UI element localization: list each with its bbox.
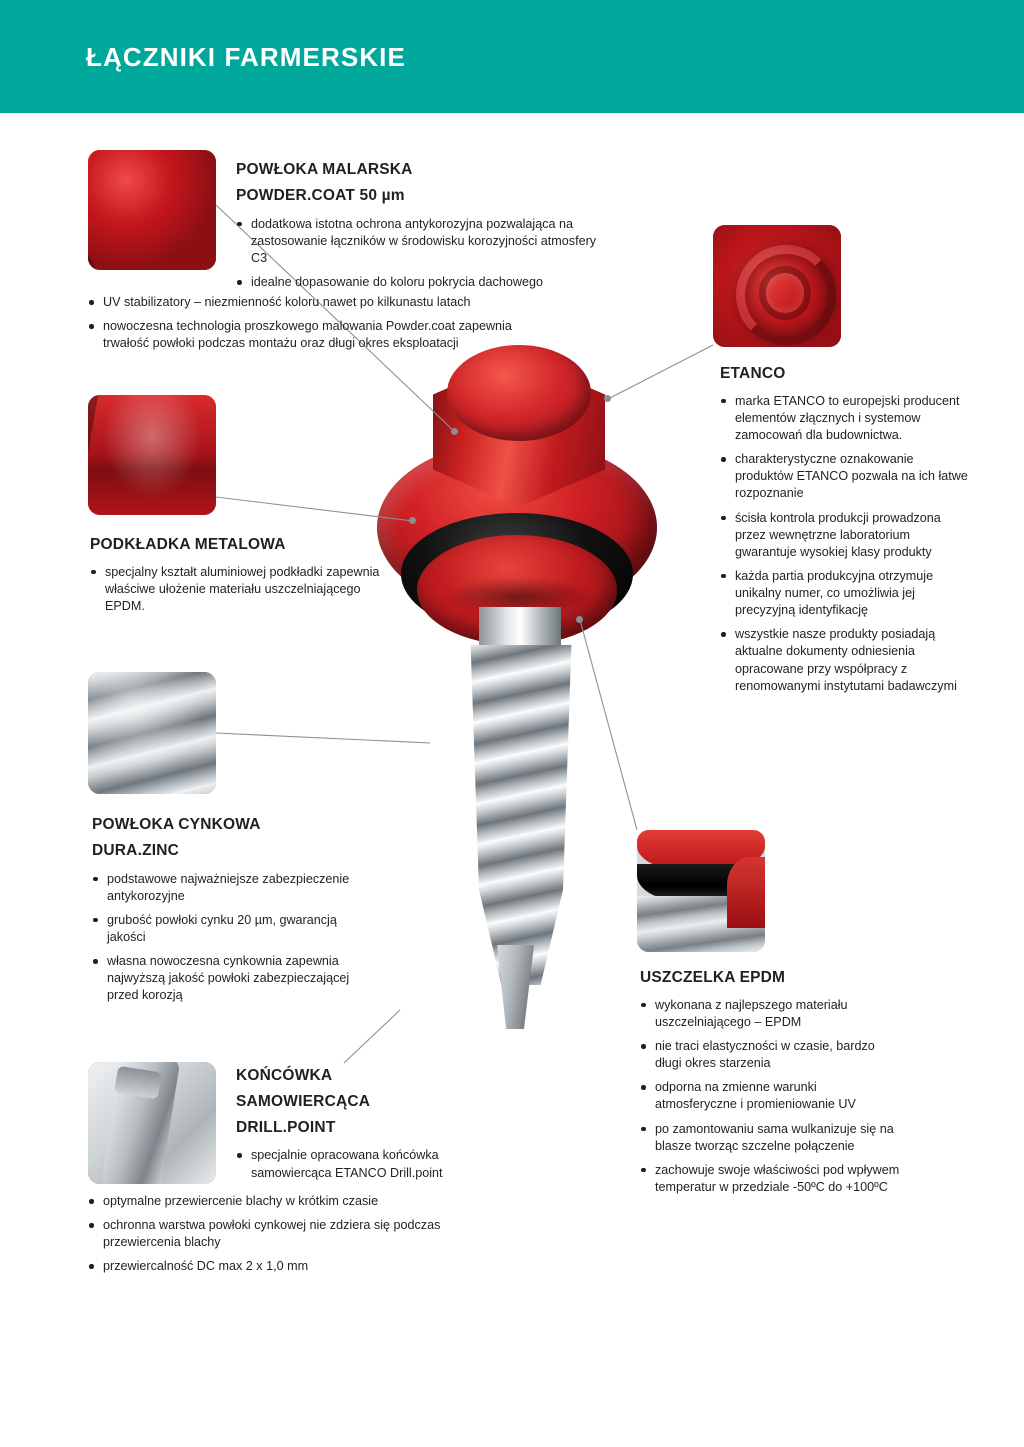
drill-point-section [236, 1066, 486, 1189]
farmer-screw-illustration [355, 345, 675, 1045]
drill-point-title-line1: KOŃCÓWKA [236, 1067, 333, 1084]
metal-washer-bullets [90, 564, 390, 615]
list-item: idealne dopasowanie do koloru pokrycia dachowego [236, 274, 606, 291]
list-item: podstawowe najważniejsze zabezpieczenie antykorozyjne [92, 871, 362, 905]
zinc-coat-bullets [92, 871, 362, 1005]
etanco-title: ETANCO [720, 365, 786, 382]
powder-coat-wide-bullets [88, 294, 538, 359]
list-item: specjalny kształt aluminiowej podkładki zapewnia właściwe ułożenie materiału uszczelniającego EPDM. [90, 564, 390, 615]
metal-washer-title: PODKŁADKA METALOWA [90, 536, 286, 553]
leader-dot-epdm [576, 616, 583, 623]
metal-washer-thumbnail [88, 395, 216, 515]
list-item: ochronna warstwa powłoki cynkowej nie zdziera się podczas przewiercenia blachy [88, 1217, 508, 1251]
screw-hex-head-top [447, 345, 591, 441]
list-item: odporna na zmienne warunki atmosferyczne i promieniowanie UV [640, 1079, 900, 1113]
list-item: grubość powłoki cynku 20 µm, gwarancją jakości [92, 912, 362, 946]
epdm-title: USZCZELKA EPDM [640, 969, 786, 986]
list-item: charakterystyczne oznakowanie produktów ETANCO pozwala na ich łatwe rozpoznanie [720, 451, 975, 502]
drill-point-thumbnail [88, 1062, 216, 1184]
zinc-coat-thumbnail [88, 672, 216, 794]
drill-point-bullets [236, 1147, 486, 1181]
metal-washer-section [90, 535, 390, 622]
epdm-thumbnail [637, 830, 765, 952]
powder-coat-thumbnail [88, 150, 216, 270]
list-item: nowoczesna technologia proszkowego malowania Powder.coat zapewnia trwałość powłoki podczas montażu oraz długi okres eksploatacji [88, 318, 538, 352]
list-item: po zamontowaniu sama wulkanizuje się na blasze tworząc szczelne połączenie [640, 1121, 900, 1155]
etanco-section [720, 364, 975, 702]
leader-dot-etanco [604, 395, 611, 402]
list-item: przewiercalność DC max 2 x 1,0 mm [88, 1258, 508, 1275]
epdm-bullets [640, 997, 900, 1196]
powder-coat-section [236, 160, 606, 298]
page-header [0, 0, 1024, 113]
list-item: nie traci elastyczności w czasie, bardzo długi okres starzenia [640, 1038, 900, 1072]
leader-dot-powder-coat [451, 428, 458, 435]
etanco-thumbnail [713, 225, 841, 347]
page-title: ŁĄCZNIKI FARMERSKIE [86, 42, 406, 72]
leader-dot-metal-washer [409, 517, 416, 524]
powder-coat-bullets [236, 216, 606, 292]
list-item: wykonana z najlepszego materiału uszczelniającego – EPDM [640, 997, 900, 1031]
zinc-coat-section [92, 815, 362, 1012]
powder-coat-title-line2: POWDER.COAT 50 µm [236, 186, 405, 204]
screw-thread [451, 645, 591, 985]
list-item: UV stabilizatory – niezmienność koloru nawet po kilkunastu latach [88, 294, 538, 311]
zinc-coat-title-line2: DURA.ZINC [92, 841, 180, 859]
list-item: każda partia produkcyjna otrzymuje unikalny numer, co umożliwia jej precyzyjną identyfikację [720, 568, 975, 619]
list-item: marka ETANCO to europejski producent elementów złącznych i systemow zamocowań dla budownictwa. [720, 393, 975, 444]
etanco-bullets [720, 393, 975, 695]
list-item: zachowuje swoje właściwości pod wpływem temperatur w przedziale -50ºC do +100ºC [640, 1162, 900, 1196]
list-item: specjalnie opracowana końcówka samowiercąca ETANCO Drill.point [236, 1147, 486, 1181]
list-item: optymalne przewiercenie blachy w krótkim czasie [88, 1193, 508, 1210]
zinc-coat-title-line1: POWŁOKA CYNKOWA [92, 816, 261, 833]
list-item: ścisła kontrola produkcji prowadzona przez wewnętrzne laboratorium gwarantuje wysokiej klasy produkty [720, 510, 975, 561]
powder-coat-title-line1: POWŁOKA MALARSKA [236, 161, 413, 178]
drill-point-wide-bullets [88, 1193, 508, 1283]
list-item: wszystkie nasze produkty posiadają aktualne dokumenty odniesienia opracowane przy współpracy z renomowanymi instytutami badawczymi [720, 626, 975, 695]
list-item: własna nowoczesna cynkownia zapewnia najwyższą jakość powłoki zabezpieczającej przed korozją [92, 953, 362, 1004]
drill-point-title-line2: SAMOWIERCĄCA [236, 1092, 371, 1110]
list-item: dodatkowa istotna ochrona antykorozyjna pozwalająca na zastosowanie łączników w środowisku korozyjności atmosfery C3 [236, 216, 606, 267]
drill-point-title-line3: DRILL.POINT [236, 1118, 336, 1136]
epdm-section [640, 968, 900, 1203]
